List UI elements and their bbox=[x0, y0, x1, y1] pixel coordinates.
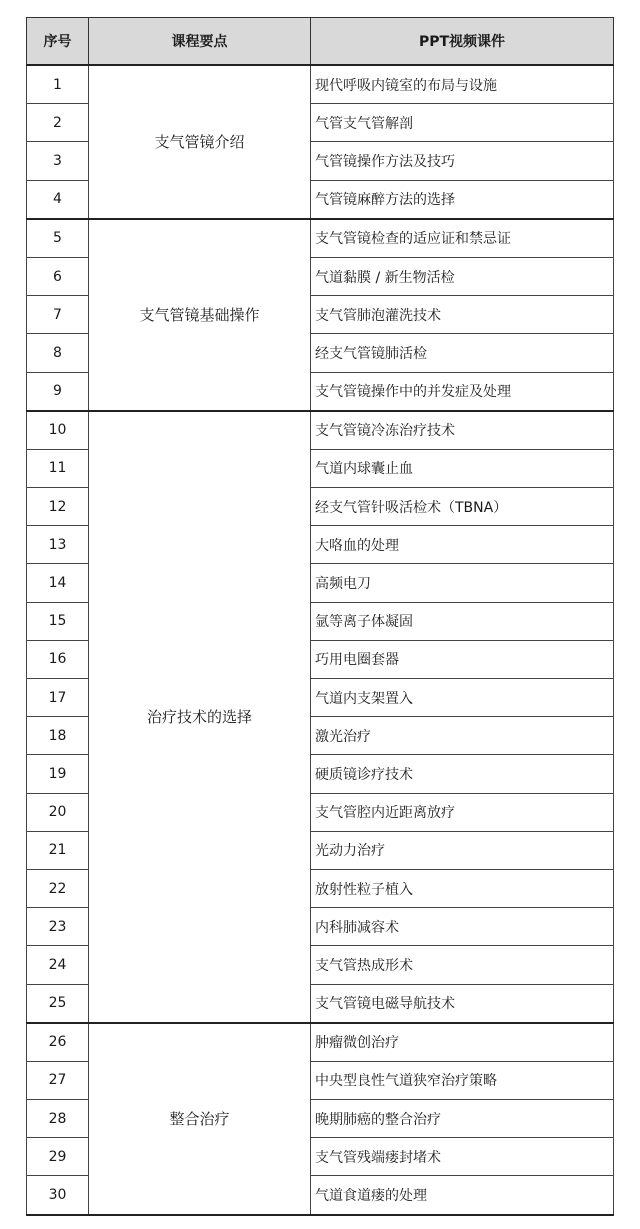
table-row bbox=[27, 65, 614, 104]
row-index: 25 bbox=[27, 984, 89, 1023]
row-index: 14 bbox=[27, 564, 89, 602]
row-index: 22 bbox=[27, 869, 89, 907]
table-body bbox=[27, 65, 614, 1215]
row-index: 2 bbox=[27, 104, 89, 142]
row-index: 24 bbox=[27, 946, 89, 984]
course-title: 支气管镜操作中的并发症及处理 bbox=[311, 372, 614, 411]
course-title: 氩等离子体凝固 bbox=[311, 602, 614, 640]
header-index: 序号 bbox=[27, 18, 89, 66]
course-title: 支气管热成形术 bbox=[311, 946, 614, 984]
section-label: 治疗技术的选择 bbox=[89, 411, 311, 1023]
course-title: 放射性粒子植入 bbox=[311, 869, 614, 907]
row-index: 17 bbox=[27, 679, 89, 717]
row-index: 30 bbox=[27, 1176, 89, 1215]
course-title: 现代呼吸内镜室的布局与设施 bbox=[311, 65, 614, 104]
course-title: 经支气管镜肺活检 bbox=[311, 334, 614, 372]
table-row bbox=[27, 411, 614, 450]
course-title: 支气管肺泡灌洗技术 bbox=[311, 296, 614, 334]
course-title: 气道内球囊止血 bbox=[311, 449, 614, 487]
row-index: 20 bbox=[27, 793, 89, 831]
row-index: 27 bbox=[27, 1061, 89, 1099]
row-index: 4 bbox=[27, 180, 89, 219]
table-row bbox=[27, 1023, 614, 1062]
course-table-wrapper bbox=[26, 17, 613, 1216]
row-index: 18 bbox=[27, 717, 89, 755]
row-index: 10 bbox=[27, 411, 89, 450]
course-title: 气道食道瘘的处理 bbox=[311, 1176, 614, 1215]
row-index: 1 bbox=[27, 65, 89, 104]
row-index: 5 bbox=[27, 219, 89, 258]
course-title: 支气管残端瘘封堵术 bbox=[311, 1138, 614, 1176]
course-title: 巧用电圈套器 bbox=[311, 640, 614, 678]
course-title: 中央型良性气道狭窄治疗策略 bbox=[311, 1061, 614, 1099]
row-index: 13 bbox=[27, 526, 89, 564]
row-index: 11 bbox=[27, 449, 89, 487]
row-index: 23 bbox=[27, 908, 89, 946]
course-title: 支气管镜电磁导航技术 bbox=[311, 984, 614, 1023]
row-index: 15 bbox=[27, 602, 89, 640]
row-index: 3 bbox=[27, 142, 89, 180]
section-label: 支气管镜基础操作 bbox=[89, 219, 311, 411]
course-title: 气道内支架置入 bbox=[311, 679, 614, 717]
course-title: 支气管镜检查的适应证和禁忌证 bbox=[311, 219, 614, 258]
course-title: 晚期肺癌的整合治疗 bbox=[311, 1100, 614, 1138]
course-table bbox=[26, 17, 614, 1216]
course-title: 气管支气管解剖 bbox=[311, 104, 614, 142]
row-index: 7 bbox=[27, 296, 89, 334]
course-title: 支气管镜冷冻治疗技术 bbox=[311, 411, 614, 450]
row-index: 6 bbox=[27, 257, 89, 295]
course-title: 气道黏膜 / 新生物活检 bbox=[311, 257, 614, 295]
course-title: 光动力治疗 bbox=[311, 831, 614, 869]
section-label: 支气管镜介绍 bbox=[89, 65, 311, 219]
course-title: 内科肺减容术 bbox=[311, 908, 614, 946]
row-index: 21 bbox=[27, 831, 89, 869]
course-title: 激光治疗 bbox=[311, 717, 614, 755]
course-title: 气管镜操作方法及技巧 bbox=[311, 142, 614, 180]
course-title: 大咯血的处理 bbox=[311, 526, 614, 564]
course-title: 肿瘤微创治疗 bbox=[311, 1023, 614, 1062]
section-label: 整合治疗 bbox=[89, 1023, 311, 1215]
header-section: 课程要点 bbox=[89, 18, 311, 66]
course-title: 经支气管针吸活检术（TBNA） bbox=[311, 488, 614, 526]
course-title: 气管镜麻醉方法的选择 bbox=[311, 180, 614, 219]
course-title: 支气管腔内近距离放疗 bbox=[311, 793, 614, 831]
row-index: 12 bbox=[27, 488, 89, 526]
row-index: 19 bbox=[27, 755, 89, 793]
header-course: PPT视频课件 bbox=[311, 18, 614, 66]
header-row bbox=[27, 18, 614, 66]
course-title: 高频电刀 bbox=[311, 564, 614, 602]
row-index: 8 bbox=[27, 334, 89, 372]
course-title: 硬质镜诊疗技术 bbox=[311, 755, 614, 793]
row-index: 29 bbox=[27, 1138, 89, 1176]
table-row bbox=[27, 219, 614, 258]
table-header bbox=[27, 18, 614, 66]
row-index: 16 bbox=[27, 640, 89, 678]
row-index: 26 bbox=[27, 1023, 89, 1062]
row-index: 28 bbox=[27, 1100, 89, 1138]
row-index: 9 bbox=[27, 372, 89, 411]
